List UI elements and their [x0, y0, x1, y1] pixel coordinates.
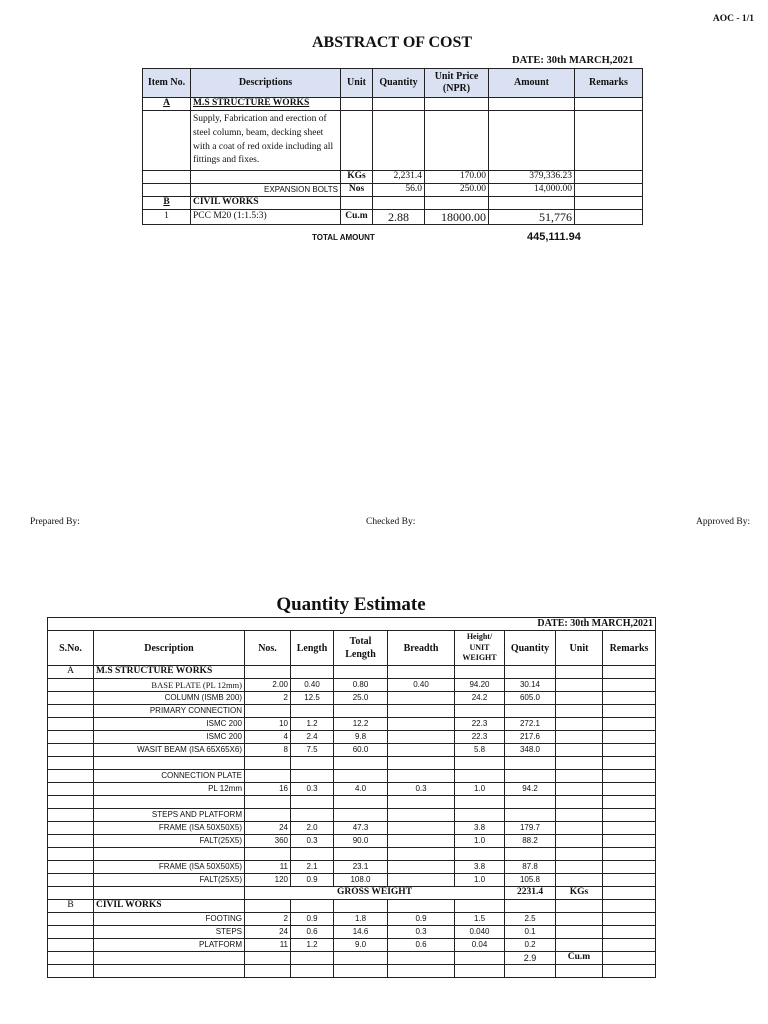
unit-price-cell: 18000.00 — [425, 210, 489, 225]
nos-cell: 360 — [245, 835, 291, 848]
length-cell: 0.40 — [291, 679, 334, 692]
description-cell: PL 12mm — [94, 783, 245, 796]
section-a-rows — [48, 679, 656, 887]
table-row — [143, 111, 643, 171]
table-row — [48, 796, 656, 809]
nos-cell: 24 — [245, 822, 291, 835]
section-row — [48, 900, 656, 913]
checked-by-label: Checked By: — [366, 517, 416, 527]
header-remarks: Remarks — [603, 631, 656, 666]
page-reference: AOC - 1/1 — [712, 14, 754, 24]
header-sno: S.No. — [48, 631, 94, 666]
unit-cell: Cu.m — [341, 210, 373, 225]
abstract-cost-table — [142, 68, 643, 225]
section-title: CIVIL WORKS — [94, 900, 245, 913]
table-row — [48, 913, 656, 926]
civil-total-row — [48, 952, 656, 965]
table-row — [48, 744, 656, 757]
table-row — [143, 98, 643, 111]
table-row — [48, 835, 656, 848]
height-cell: 5.8 — [455, 744, 505, 757]
length-cell — [291, 848, 334, 861]
total-length-cell: 12.2 — [334, 718, 388, 731]
breadth-cell — [388, 822, 455, 835]
description-cell: FRAME (ISA 50X50X5) — [94, 822, 245, 835]
breadth-cell — [388, 835, 455, 848]
total-length-cell — [334, 757, 388, 770]
quantity-cell: 2.5 — [505, 913, 556, 926]
section-code: A — [143, 98, 191, 111]
table-row — [48, 718, 656, 731]
breadth-cell: 0.6 — [388, 939, 455, 952]
quantity-cell — [505, 757, 556, 770]
quantity-cell: 88.2 — [505, 835, 556, 848]
work-description: Supply, Fabrication and erection of steel column, beam, decking sheet with a coat of red oxide including all fittings and fixes. — [191, 111, 341, 171]
nos-cell — [245, 848, 291, 861]
unit-cell: Nos — [341, 184, 373, 197]
description-cell: PCC M20 (1:1.5:3) — [191, 210, 341, 225]
nos-cell: 10 — [245, 718, 291, 731]
table-row — [48, 939, 656, 952]
breadth-cell — [388, 705, 455, 718]
length-cell: 1.2 — [291, 718, 334, 731]
height-cell — [455, 796, 505, 809]
amount-cell: 51,776 — [489, 210, 575, 225]
header-length: Length — [291, 631, 334, 666]
quantity-cell: 0.2 — [505, 939, 556, 952]
unit-price-cell: 170.00 — [425, 171, 489, 184]
nos-cell — [245, 705, 291, 718]
header-descriptions: Descriptions — [191, 69, 341, 98]
length-cell — [291, 705, 334, 718]
gross-weight-value: 2231.4 — [505, 887, 556, 900]
table-row — [48, 783, 656, 796]
table-row — [48, 731, 656, 744]
section-code: B — [143, 197, 191, 210]
section-code: A — [48, 666, 94, 679]
length-cell — [291, 809, 334, 822]
length-cell: 0.9 — [291, 913, 334, 926]
table-row — [48, 926, 656, 939]
total-length-cell: 23.1 — [334, 861, 388, 874]
height-cell: 1.0 — [455, 874, 505, 887]
height-cell: 0.040 — [455, 926, 505, 939]
total-length-cell: 9.0 — [334, 939, 388, 952]
description-cell: EXPANSION BOLTS — [191, 184, 341, 197]
nos-cell — [245, 757, 291, 770]
total-length-cell: 9.8 — [334, 731, 388, 744]
quantity-cell: 217.6 — [505, 731, 556, 744]
nos-cell: 11 — [245, 861, 291, 874]
total-length-cell — [334, 770, 388, 783]
total-length-cell: 0.80 — [334, 679, 388, 692]
breadth-cell — [388, 731, 455, 744]
header-quantity: Quantity — [373, 69, 425, 98]
description-cell — [94, 757, 245, 770]
nos-cell: 120 — [245, 874, 291, 887]
height-cell: 0.04 — [455, 939, 505, 952]
header-item-no: Item No. — [143, 69, 191, 98]
breadth-cell — [388, 718, 455, 731]
total-length-cell — [334, 809, 388, 822]
height-cell — [455, 809, 505, 822]
item-number: 1 — [143, 210, 191, 225]
length-cell: 2.1 — [291, 861, 334, 874]
quantity-cell: 2.88 — [373, 210, 425, 225]
length-cell: 12.5 — [291, 692, 334, 705]
nos-cell: 11 — [245, 939, 291, 952]
header-unit: Unit — [341, 69, 373, 98]
header-quantity: Quantity — [505, 631, 556, 666]
height-cell: 24.2 — [455, 692, 505, 705]
height-cell: 3.8 — [455, 861, 505, 874]
height-cell: 22.3 — [455, 718, 505, 731]
section-b-rows — [48, 913, 656, 952]
description-cell: STEPS AND PLATFORM — [94, 809, 245, 822]
quantity-cell: 605.0 — [505, 692, 556, 705]
breadth-cell — [388, 770, 455, 783]
breadth-cell — [388, 796, 455, 809]
table-row — [143, 184, 643, 197]
section-title: M.S STRUCTURE WORKS — [191, 98, 341, 111]
table-row — [48, 848, 656, 861]
total-amount-value: 445,111.94 — [527, 231, 581, 243]
quantity-cell: 30.14 — [505, 679, 556, 692]
quantity-cell: 272.1 — [505, 718, 556, 731]
header-unit: Unit — [556, 631, 603, 666]
abstract-header-row — [143, 69, 643, 98]
height-cell — [455, 757, 505, 770]
breadth-cell — [388, 874, 455, 887]
length-cell: 1.2 — [291, 939, 334, 952]
quantity-cell — [505, 770, 556, 783]
table-row — [48, 770, 656, 783]
total-amount-label: TOTAL AMOUNT — [312, 233, 375, 242]
table-row — [143, 171, 643, 184]
breadth-cell: 0.40 — [388, 679, 455, 692]
height-cell: 1.0 — [455, 783, 505, 796]
quantity-cell — [505, 705, 556, 718]
description-cell: WASIT BEAM (ISA 65X65X6) — [94, 744, 245, 757]
breadth-cell — [388, 809, 455, 822]
header-remarks: Remarks — [575, 69, 643, 98]
total-length-cell — [334, 796, 388, 809]
table-row — [143, 210, 643, 225]
description-cell: PRIMARY CONNECTION — [94, 705, 245, 718]
table-row — [48, 692, 656, 705]
nos-cell: 24 — [245, 926, 291, 939]
breadth-cell — [388, 848, 455, 861]
unit-price-cell: 250.00 — [425, 184, 489, 197]
civil-total-unit: Cu.m — [556, 952, 603, 965]
total-length-cell: 108.0 — [334, 874, 388, 887]
nos-cell: 2 — [245, 913, 291, 926]
nos-cell: 2.00 — [245, 679, 291, 692]
section-code: B — [48, 900, 94, 913]
quantity-cell: 0.1 — [505, 926, 556, 939]
height-cell — [455, 705, 505, 718]
quantity-cell: 56.0 — [373, 184, 425, 197]
height-cell: 22.3 — [455, 731, 505, 744]
nos-cell: 2 — [245, 692, 291, 705]
total-length-cell: 4.0 — [334, 783, 388, 796]
gross-weight-label: GROSS WEIGHT — [245, 887, 505, 900]
quantity-estimate-table — [47, 617, 656, 978]
amount-cell: 14,000.00 — [489, 184, 575, 197]
nos-cell — [245, 796, 291, 809]
header-breadth: Breadth — [388, 631, 455, 666]
gross-weight-unit: KGs — [556, 887, 603, 900]
total-length-cell: 25.0 — [334, 692, 388, 705]
description-cell — [94, 796, 245, 809]
description-cell: PLATFORM — [94, 939, 245, 952]
height-cell: 3.8 — [455, 822, 505, 835]
header-height-unit-weight: Height/ UNIT WEIGHT — [455, 631, 505, 666]
unit-cell: KGs — [341, 171, 373, 184]
breadth-cell: 0.3 — [388, 926, 455, 939]
total-length-cell — [334, 848, 388, 861]
date-row — [48, 618, 656, 631]
table-row — [48, 965, 656, 978]
total-length-cell: 90.0 — [334, 835, 388, 848]
table-row — [48, 861, 656, 874]
table-row — [48, 822, 656, 835]
length-cell — [291, 770, 334, 783]
length-cell: 0.9 — [291, 874, 334, 887]
estimate-header-row — [48, 631, 656, 666]
header-total-length: Total Length — [334, 631, 388, 666]
height-cell — [455, 848, 505, 861]
civil-total-value: 2.9 — [505, 952, 556, 965]
length-cell — [291, 757, 334, 770]
total-length-cell: 47.3 — [334, 822, 388, 835]
quantity-cell: 105.8 — [505, 874, 556, 887]
description-cell: BASE PLATE (PL 12mm) — [94, 679, 245, 692]
quantity-cell: 348.0 — [505, 744, 556, 757]
approved-by-label: Approved By: — [696, 517, 751, 527]
header-unit-price: Unit Price (NPR) — [425, 69, 489, 98]
description-cell: FRAME (ISA 50X50X5) — [94, 861, 245, 874]
total-length-cell: 1.8 — [334, 913, 388, 926]
table-row — [48, 679, 656, 692]
breadth-cell — [388, 861, 455, 874]
length-cell: 2.4 — [291, 731, 334, 744]
nos-cell: 16 — [245, 783, 291, 796]
description-cell: FALT(25X5) — [94, 874, 245, 887]
quantity-cell — [505, 796, 556, 809]
total-length-cell — [334, 705, 388, 718]
estimate-date: DATE: 30th MARCH,2021 — [48, 618, 656, 631]
table-row — [48, 757, 656, 770]
description-cell: FALT(25X5) — [94, 835, 245, 848]
gross-weight-row — [48, 887, 656, 900]
table-row — [48, 874, 656, 887]
description-cell: ISMC 200 — [94, 731, 245, 744]
header-amount: Amount — [489, 69, 575, 98]
length-cell — [291, 796, 334, 809]
breadth-cell — [388, 757, 455, 770]
total-length-cell: 60.0 — [334, 744, 388, 757]
description-cell: COLUMN (ISMB 200) — [94, 692, 245, 705]
length-cell: 7.5 — [291, 744, 334, 757]
estimate-title: Quantity Estimate — [276, 594, 426, 615]
section-title: M.S STRUCTURE WORKS — [94, 666, 245, 679]
breadth-cell — [388, 744, 455, 757]
length-cell: 0.3 — [291, 783, 334, 796]
prepared-by-label: Prepared By: — [30, 517, 80, 527]
table-row — [143, 197, 643, 210]
nos-cell: 4 — [245, 731, 291, 744]
breadth-cell: 0.9 — [388, 913, 455, 926]
description-cell: ISMC 200 — [94, 718, 245, 731]
quantity-cell — [505, 848, 556, 861]
description-cell — [94, 848, 245, 861]
description-cell: FOOTING — [94, 913, 245, 926]
abstract-title: ABSTRACT OF COST — [311, 34, 473, 51]
height-cell: 1.5 — [455, 913, 505, 926]
abstract-date: DATE: 30th MARCH,2021 — [512, 55, 634, 66]
quantity-cell: 94.2 — [505, 783, 556, 796]
header-nos: Nos. — [245, 631, 291, 666]
table-row — [48, 809, 656, 822]
description-cell: CONNECTION PLATE — [94, 770, 245, 783]
height-cell: 1.0 — [455, 835, 505, 848]
height-cell — [455, 770, 505, 783]
quantity-cell: 179.7 — [505, 822, 556, 835]
nos-cell — [245, 770, 291, 783]
section-row — [48, 666, 656, 679]
breadth-cell: 0.3 — [388, 783, 455, 796]
height-cell: 94.20 — [455, 679, 505, 692]
quantity-cell — [505, 809, 556, 822]
header-description: Description — [94, 631, 245, 666]
length-cell: 2.0 — [291, 822, 334, 835]
quantity-cell: 87.8 — [505, 861, 556, 874]
nos-cell: 8 — [245, 744, 291, 757]
quantity-cell: 2,231.4 — [373, 171, 425, 184]
table-row — [48, 705, 656, 718]
length-cell: 0.3 — [291, 835, 334, 848]
total-length-cell: 14.6 — [334, 926, 388, 939]
nos-cell — [245, 809, 291, 822]
description-cell: STEPS — [94, 926, 245, 939]
length-cell: 0.6 — [291, 926, 334, 939]
section-title: CIVIL WORKS — [191, 197, 341, 210]
amount-cell: 379,336.23 — [489, 171, 575, 184]
breadth-cell — [388, 692, 455, 705]
